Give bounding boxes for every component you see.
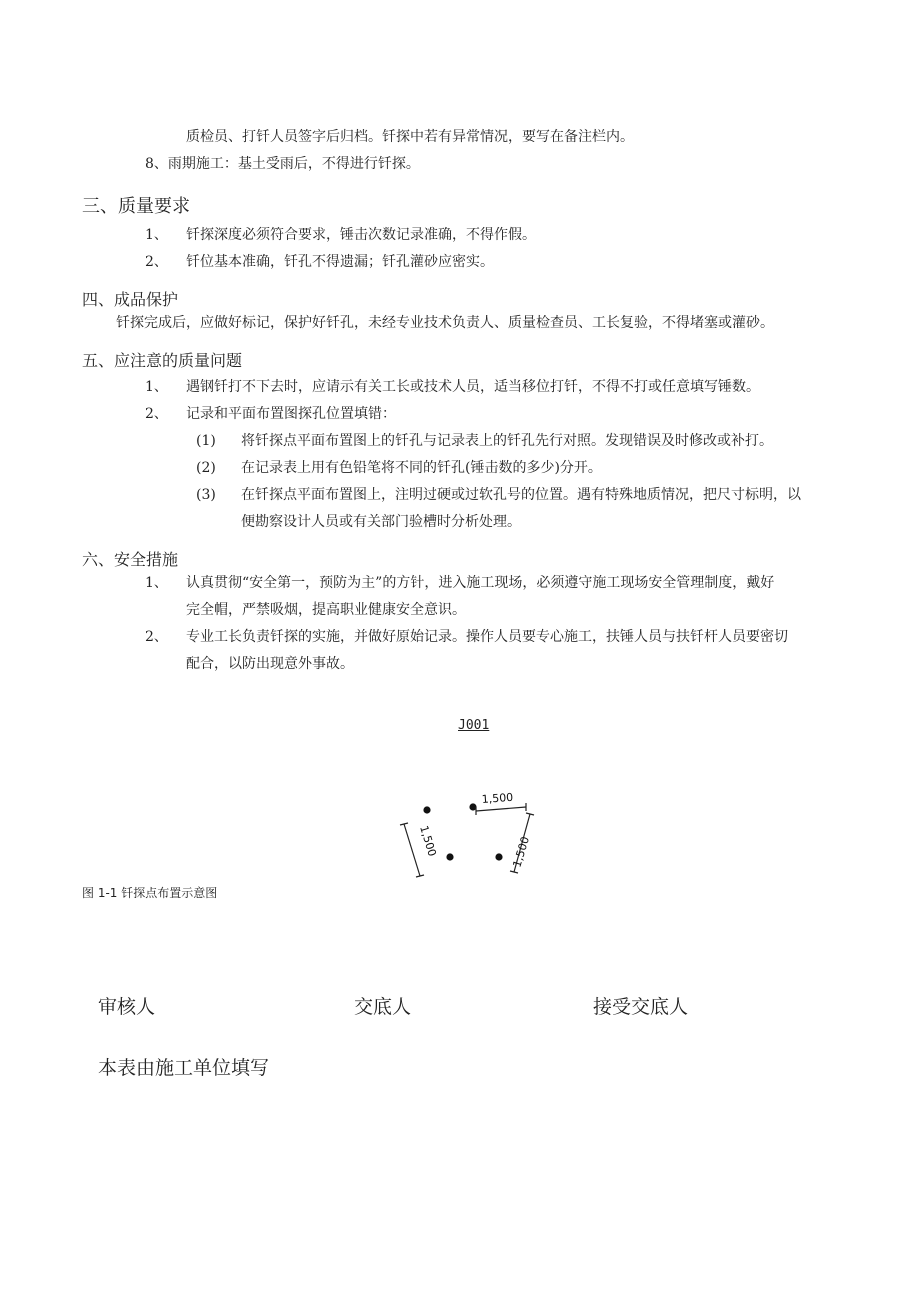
list-item-text: 专业工长负责钎探的实施，并做好原始记录。操作人员要专心施工，扶锤人员与扶钎杆人员要密切 bbox=[186, 629, 788, 645]
list-item-text: 遇钢钎打不下去时，应请示有关工长或技术人员，适当移位打钎，不得不打或任意填写锤数。 bbox=[186, 379, 760, 395]
paragraph: 钎探完成后，应做好标记，保护好钎孔，未经专业技术负责人、质量检查员、工长复验，不得堵塞或灌砂。 bbox=[116, 315, 774, 331]
section-title-protection: 四、成品保护 bbox=[82, 290, 179, 309]
list-item-number: 1、 bbox=[145, 227, 168, 243]
probe-point bbox=[423, 806, 430, 813]
dimension-top bbox=[476, 791, 526, 815]
sub-item-text: 在钎探点平面布置图上，注明过硬或过软孔号的位置。遇有特殊地质情况，把尺寸标明，以 bbox=[241, 487, 801, 503]
dimension-label: 1,500 bbox=[417, 824, 439, 859]
section-title-quality-issues: 五、应注意的质量问题 bbox=[82, 351, 243, 370]
list-item-number: 1、 bbox=[145, 575, 168, 591]
sub-item-number: (3) bbox=[196, 487, 216, 503]
probe-point bbox=[446, 853, 453, 860]
form-note: 本表由施工单位填写 bbox=[98, 1057, 270, 1079]
sub-item-number: (2) bbox=[196, 460, 216, 476]
dimension-label: 1,500 bbox=[481, 790, 514, 806]
dimension-left bbox=[400, 823, 439, 877]
list-item-number: 2、 bbox=[145, 629, 168, 645]
dimension-label: 1,500 bbox=[510, 834, 533, 869]
list-item-text: 钎探深度必须符合要求，锤击次数记录准确，不得作假。 bbox=[186, 227, 536, 243]
sub-item-text-continued: 便勘察设计人员或有关部门验槽时分析处理。 bbox=[241, 514, 521, 530]
reviewer-label: 审核人 bbox=[98, 996, 156, 1018]
list-item-8: 8、雨期施工：基土受雨后，不得进行钎探。 bbox=[145, 156, 420, 172]
sub-item-number: (1) bbox=[196, 433, 216, 449]
figure-title: J001 bbox=[458, 718, 490, 733]
list-item-text-continued: 配合，以防出现意外事故。 bbox=[186, 656, 354, 672]
list-item-text: 记录和平面布置图探孔位置填错： bbox=[186, 406, 396, 422]
list-item-number: 1、 bbox=[145, 379, 168, 395]
list-item-text-continued: 完全帽，严禁吸烟，提高职业健康安全意识。 bbox=[186, 602, 466, 618]
dimension-right bbox=[510, 813, 534, 873]
section-title-safety: 六、安全措施 bbox=[82, 550, 179, 569]
sub-item-text: 在记录表上用有色铅笔将不同的钎孔(锤击数的多少)分开。 bbox=[241, 460, 602, 476]
list-item-number: 2、 bbox=[145, 406, 168, 422]
discloser-label: 交底人 bbox=[354, 996, 412, 1018]
list-item-text: 钎位基本准确，钎孔不得遗漏；钎孔灌砂应密实。 bbox=[186, 254, 494, 270]
receiver-label: 接受交底人 bbox=[593, 996, 689, 1018]
probe-point bbox=[495, 853, 502, 860]
probe-layout-diagram bbox=[390, 780, 560, 880]
section-title-quality: 三、质量要求 bbox=[82, 196, 190, 217]
list-item-number: 2、 bbox=[145, 254, 168, 270]
continued-text: 质检员、打钎人员签字后归档。钎探中若有异常情况，要写在备注栏内。 bbox=[186, 129, 634, 145]
list-item-text: 认真贯彻“安全第一，预防为主”的方针，进入施工现场，必须遵守施工现场安全管理制度，戴好 bbox=[186, 575, 775, 591]
sub-item-text: 将钎探点平面布置图上的钎孔与记录表上的钎孔先行对照。发现错误及时修改或补打。 bbox=[241, 433, 773, 449]
figure-caption: 图 1-1 钎探点布置示意图 bbox=[82, 886, 218, 900]
